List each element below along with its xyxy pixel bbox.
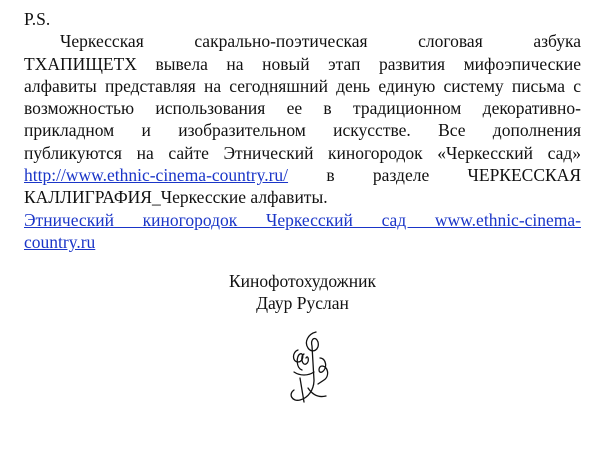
paragraph-line-3: алфавиты представляя на сегодняшний день единую систему письма с	[24, 75, 581, 96]
postscript-label: P.S.	[24, 9, 51, 29]
paragraph-line-5: прикладном и изобразительном искусстве. Все дополнения	[24, 120, 581, 141]
handwritten-signature	[278, 328, 348, 408]
document-body	[24, 8, 581, 253]
author-block	[0, 270, 605, 314]
paragraph-line-4: возможностью использования ее в традиционном декоративно-	[24, 98, 581, 119]
paragraph-line-8: КАЛЛИГРАФИЯ_Черкесские алфавиты.	[24, 187, 328, 208]
paragraph-line-2: ТХАПИЩЕТХ вывела на новый этап развития мифоэпические	[24, 53, 581, 74]
author-title: Кинофотохудожник	[228, 271, 376, 291]
author-name: Даур Руслан	[256, 293, 349, 313]
site-url-link[interactable]: http://www.ethnic-cinema-country.ru/	[24, 165, 289, 186]
cinema-town-link-continued[interactable]: country.ru	[24, 231, 96, 252]
paragraph-line-1: Черкесская сакрально-поэтическая слоговая азбука	[60, 31, 581, 52]
link-line-1	[24, 209, 581, 231]
link-line-2	[24, 231, 581, 253]
cinema-town-link[interactable]: Этнический киногородок Черкесский сад www.ethnic-cinema-	[24, 209, 581, 230]
section-reference: в разделе ЧЕРКЕССКАЯ	[326, 165, 581, 186]
paragraph-line-7	[24, 164, 581, 186]
paragraph-line-6: публикуются на сайте Этнический киногородок «Черкесский сад»	[24, 142, 581, 163]
